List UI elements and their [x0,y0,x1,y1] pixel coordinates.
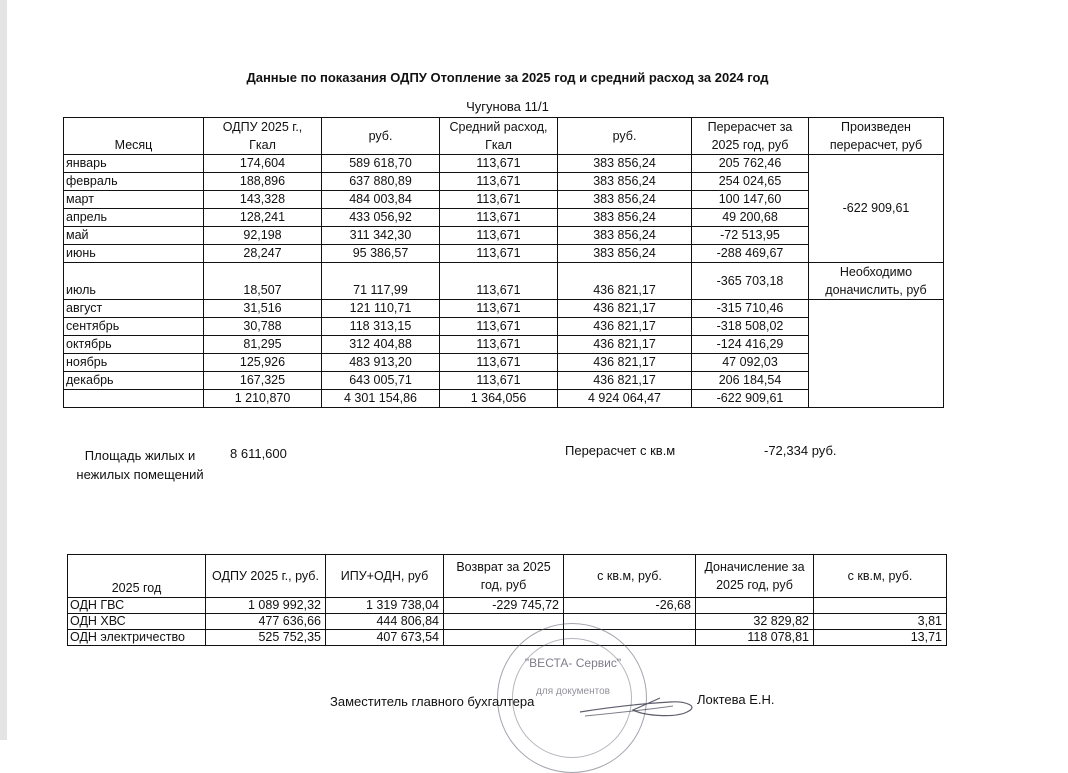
cell-odpu-gcal: 28,247 [204,245,322,263]
cell-month: апрель [64,209,204,227]
cell-avg-gcal: 113,671 [440,318,558,336]
cell-odpu-gcal: 143,328 [204,191,322,209]
cell-name: ОДН ГВС [68,598,206,614]
cell-total-odpu-rub: 4 301 154,86 [322,390,440,408]
cell-odpu-rub: 483 913,20 [322,354,440,372]
col-header-avg-gcal: Средний расход, Гкал [440,118,558,155]
cell-avg-gcal: 113,671 [440,155,558,173]
cell-avg-gcal: 113,671 [440,209,558,227]
cell-odpu: 1 089 992,32 [206,598,326,614]
document-title: Данные по показания ОДПУ Отопление за 2025 год и средний расход за 2024 год [246,70,769,85]
cell-avg-rub: 383 856,24 [558,191,692,209]
col-header-year: 2025 год [68,555,206,598]
table-row [64,155,944,173]
cell-month: январь [64,155,204,173]
cell-odpu-rub: 433 056,92 [322,209,440,227]
cell-name: ОДН электричество [68,630,206,646]
cell-odpu-gcal: 128,241 [204,209,322,227]
cell-avg-rub: 436 821,17 [558,336,692,354]
cell-month: март [64,191,204,209]
cell-odpu-rub: 589 618,70 [322,155,440,173]
table-row [64,263,944,300]
cell-odpu-gcal: 92,198 [204,227,322,245]
table-header-row [64,118,944,155]
cell-month: ноябрь [64,354,204,372]
cell-needs-accrual-value [809,300,944,408]
col-header-accrual-sqm: с кв.м, руб. [814,555,947,598]
odn-utilities-table [67,554,947,646]
cell-total-avg-rub: 4 924 064,47 [558,390,692,408]
col-header-refund: Возврат за 2025 год, руб [444,555,564,598]
cell-avg-gcal: 113,671 [440,173,558,191]
cell-month: октябрь [64,336,204,354]
cell-odpu-rub: 311 342,30 [322,227,440,245]
cell-avg-gcal: 113,671 [440,227,558,245]
cell-avg-rub: 383 856,24 [558,173,692,191]
needs-accrual-label: Необходимо доначислить, руб [809,263,944,300]
recalc-per-sqm-label: Перерасчет с кв.м [565,443,676,458]
table-row [68,614,947,630]
cell-odpu-rub: 637 880,89 [322,173,440,191]
cell-odpu-gcal: 31,516 [204,300,322,318]
stamp-doc-text: для документов [536,686,610,697]
document-address: Чугунова 11/1 [466,99,549,114]
col-header-odpu-rub: ОДПУ 2025 г., руб. [206,555,326,598]
cell-avg-rub: 436 821,17 [558,354,692,372]
cell-month: июнь [64,245,204,263]
cell-odpu-gcal: 188,896 [204,173,322,191]
table-header-row [68,555,947,598]
cell-month: август [64,300,204,318]
cell-avg-rub: 383 856,24 [558,245,692,263]
cell-month: сентябрь [64,318,204,336]
recalc-per-sqm-number: -72,334 [764,443,809,458]
cell-avg-gcal: 113,671 [440,336,558,354]
cell-accrual: 118 078,81 [696,630,814,646]
col-header-odpu-rub: руб. [322,118,440,155]
cell-total-recalc: -622 909,61 [692,390,809,408]
cell-accrual-sqm [814,598,947,614]
col-header-ipu-odn: ИПУ+ОДН, руб [326,555,444,598]
cell-ipu-odn: 407 673,54 [326,630,444,646]
cell-odpu-rub: 118 313,15 [322,318,440,336]
cell-accrual: 32 829,82 [696,614,814,630]
cell-odpu-gcal: 30,788 [204,318,322,336]
cell-performed-recalc: -622 909,61 [809,155,944,263]
col-header-month: Месяц [64,118,204,155]
cell-recalc: -365 703,18 [692,263,809,300]
cell-avg-gcal: 113,671 [440,300,558,318]
col-header-recalc: Перерасчет за 2025 год, руб [692,118,809,155]
col-header-performed-recalc: Произведен перерасчет, руб [809,118,944,155]
cell-odpu-gcal: 18,507 [204,263,322,300]
cell-odpu-gcal: 174,604 [204,155,322,173]
table-row [68,630,947,646]
col-header-odpu-gcal: ОДПУ 2025 г., Гкал [204,118,322,155]
cell-odpu-rub: 121 110,71 [322,300,440,318]
col-header-refund-sqm: с кв.м, руб. [564,555,696,598]
area-label: Площадь жилых и нежилых помещений [76,448,204,482]
cell-odpu-gcal: 167,325 [204,372,322,390]
signer-name: Локтева Е.Н. [697,692,775,707]
cell-avg-rub: 383 856,24 [558,209,692,227]
cell-avg-rub: 436 821,17 [558,372,692,390]
cell-odpu-rub: 71 117,99 [322,263,440,300]
cell-month: май [64,227,204,245]
cell-avg-gcal: 113,671 [440,191,558,209]
stamp-org-name: "ВЕСТА- Сервис" [524,656,622,670]
cell-recalc: 206 184,54 [692,372,809,390]
cell-avg-gcal: 113,671 [440,354,558,372]
cell-avg-rub: 436 821,17 [558,300,692,318]
cell-avg-rub: 436 821,17 [558,318,692,336]
cell-recalc: -315 710,46 [692,300,809,318]
signature-icon [575,680,705,730]
cell-month: июль [64,263,204,300]
cell-odpu-gcal: 125,926 [204,354,322,372]
cell-odpu-rub: 484 003,84 [322,191,440,209]
cell-recalc: -288 469,67 [692,245,809,263]
cell-month: февраль [64,173,204,191]
cell-accrual-sqm: 3,81 [814,614,947,630]
cell-avg-gcal: 113,671 [440,263,558,300]
col-header-accrual: Доначисление за 2025 год, руб [696,555,814,598]
cell-ipu-odn: 444 806,84 [326,614,444,630]
cell-total-odpu-gcal: 1 210,870 [204,390,322,408]
cell-odpu-rub: 643 005,71 [322,372,440,390]
cell-avg-gcal: 113,671 [440,245,558,263]
cell-odpu: 525 752,35 [206,630,326,646]
cell-avg-rub: 436 821,17 [558,263,692,300]
cell-odpu-rub: 312 404,88 [322,336,440,354]
heating-consumption-table [63,117,944,408]
cell-totals-label [64,390,204,408]
cell-ipu-odn: 1 319 738,04 [326,598,444,614]
col-header-avg-rub: руб. [558,118,692,155]
recalc-per-sqm-unit: руб. [811,443,837,458]
cell-odpu-rub: 95 386,57 [322,245,440,263]
cell-avg-rub: 383 856,24 [558,155,692,173]
cell-recalc: 205 762,46 [692,155,809,173]
cell-recalc: -72 513,95 [692,227,809,245]
cell-name: ОДН ХВС [68,614,206,630]
cell-accrual [696,598,814,614]
cell-refund: -229 745,72 [444,598,564,614]
cell-recalc: -124 416,29 [692,336,809,354]
table-row [68,598,947,614]
table-row [64,300,944,318]
cell-recalc: 49 200,68 [692,209,809,227]
cell-recalc: 254 024,65 [692,173,809,191]
cell-recalc: -318 508,02 [692,318,809,336]
cell-odpu: 477 636,66 [206,614,326,630]
cell-accrual-sqm: 13,71 [814,630,947,646]
area-value: 8 611,600 [230,446,287,461]
cell-total-avg-gcal: 1 364,056 [440,390,558,408]
cell-avg-rub: 383 856,24 [558,227,692,245]
cell-avg-gcal: 113,671 [440,372,558,390]
cell-odpu-gcal: 81,295 [204,336,322,354]
cell-recalc: 47 092,03 [692,354,809,372]
cell-recalc: 100 147,60 [692,191,809,209]
cell-month: декабрь [64,372,204,390]
signer-title: Заместитель главного бухгалтера [330,694,535,709]
cell-refund-sqm: -26,68 [564,598,696,614]
recalc-per-sqm-value [764,443,837,458]
